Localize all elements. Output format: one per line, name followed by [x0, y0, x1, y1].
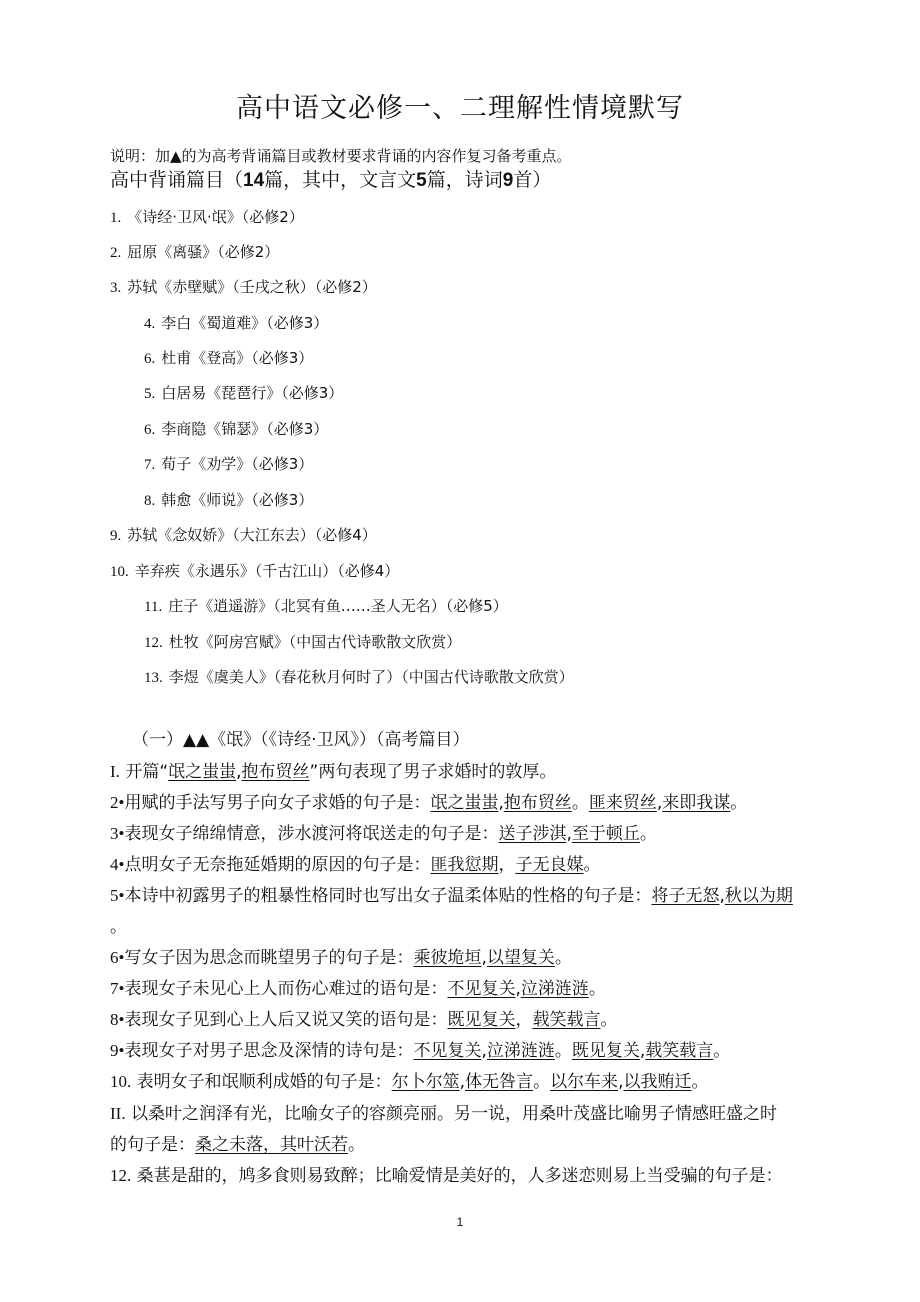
recitation-list-item	[144, 347, 313, 368]
recitation-list-item	[144, 382, 343, 403]
question-text: ,	[481, 948, 487, 968]
list-item-number: 6.	[144, 351, 156, 367]
answer-text: 不见复关	[447, 979, 516, 999]
list-item-number: 7.	[144, 457, 156, 473]
recitation-list-item	[144, 312, 328, 333]
question-line	[110, 788, 747, 813]
list-item-number: 4.	[144, 316, 156, 332]
question-line	[110, 1067, 708, 1092]
list-item-number: 5.	[144, 386, 156, 402]
question-line	[110, 1130, 365, 1155]
question-line	[110, 1099, 777, 1124]
question-text: ,	[719, 886, 725, 906]
recitation-list-item	[144, 489, 313, 510]
heading-suffix: 首）	[513, 169, 552, 191]
answer-text: 不见复关	[413, 1041, 482, 1061]
question-text: 。	[600, 1010, 618, 1030]
question-text: 。	[583, 855, 601, 875]
question-text: ,	[236, 762, 242, 782]
answer-text: 桑之未落	[195, 1135, 263, 1155]
question-text: 写女子因为思念而眺望男子的句子是：	[124, 948, 414, 968]
list-item-number: 1.	[110, 210, 122, 226]
question-text: 。	[588, 979, 606, 999]
question-text: ,	[656, 793, 663, 813]
question-number: 2•	[110, 793, 125, 812]
question-text: ,	[639, 1041, 646, 1061]
question-text: 表现女子未见心上人而伤心难过的语句是：	[124, 979, 448, 999]
heading-shici-count: 9	[502, 170, 514, 191]
question-number: II.	[110, 1104, 126, 1123]
question-text: 本诗中初露男子的粗暴性格同时也写出女子温柔体贴的性格的句子是：	[124, 886, 652, 906]
list-item-text: 庄子《逍遥游》（北冥有鱼……圣人无名）（必修5）	[168, 597, 508, 615]
answer-text: 来即我谋	[662, 793, 731, 813]
question-line	[110, 819, 657, 844]
answer-text: 将子无怒	[651, 886, 720, 906]
question-line	[110, 1036, 730, 1061]
question-text: 开篇“	[119, 762, 169, 782]
recitation-list-item	[144, 418, 328, 439]
question-text: 表现女子绵绵情意，涉水渡河将氓送走的句子是：	[124, 824, 499, 844]
question-text: 。	[639, 824, 657, 844]
heading-mid2: 篇，诗词	[426, 169, 503, 191]
recitation-list-item	[144, 595, 508, 616]
heading-count: 14	[243, 170, 265, 191]
question-text: ,	[481, 1041, 487, 1061]
question-text: ,	[459, 1072, 466, 1092]
answer-text: 至于顿丘	[571, 824, 640, 844]
list-item-number: 3.	[110, 280, 122, 296]
question-line	[110, 757, 556, 782]
list-item-text: 苏轼《念奴娇》（大江东去）（必修4）	[127, 526, 377, 544]
section-heading-recitation-list	[110, 165, 551, 192]
question-text: ”两句表现了男子求婚时的敦厚。	[309, 762, 557, 782]
list-item-text: 杜牧《阿房宫赋》（中国古代诗歌散文欣赏）	[168, 633, 462, 651]
recitation-list-item	[144, 666, 574, 687]
answer-text: 以尔车来	[550, 1072, 619, 1092]
question-number: 7•	[110, 979, 125, 998]
question-text: ，	[498, 855, 516, 875]
question-text: 表现女子对男子思念及深情的诗句是：	[124, 1041, 414, 1061]
question-number: 4•	[110, 855, 125, 874]
question-number: 9•	[110, 1041, 125, 1060]
heading-prefix: 高中背诵篇目（	[110, 169, 244, 191]
heading-wenyan-count: 5	[416, 170, 427, 191]
list-item-text: 苏轼《赤壁赋》（壬戌之秋）（必修2）	[127, 278, 377, 296]
answer-text: 既见复关	[571, 1041, 640, 1061]
answer-text: 送子涉淇	[498, 824, 567, 844]
recitation-list-item	[144, 631, 461, 652]
answer-text: 载笑载言	[532, 1010, 601, 1030]
explanation-note: 说明：加▲的为高考背诵篇目或教材要求背诵的内容作复习备考重点。	[110, 147, 572, 165]
recitation-list-item	[110, 560, 399, 581]
list-item-number: 13.	[144, 670, 163, 686]
question-line	[110, 850, 600, 875]
answer-text: 泣涕涟涟	[486, 1041, 555, 1061]
list-item-text: 李商隐《锦瑟》（必修3）	[161, 420, 329, 438]
answer-text: 泣涕涟涟	[520, 979, 589, 999]
recitation-list-item	[110, 524, 377, 545]
question-text: ,	[618, 1072, 624, 1092]
recitation-list-item	[110, 276, 377, 297]
answer-text: 以望复关	[486, 948, 555, 968]
list-item-text: 韩愈《师说》（必修3）	[161, 491, 314, 509]
question-text: 。	[730, 793, 748, 813]
answer-text: 载笑载言	[645, 1041, 714, 1061]
question-text: 。	[110, 917, 127, 937]
page-title: 高中语文必修一、二理解性情境默写	[236, 93, 684, 124]
answer-text: 以我贿迁	[623, 1072, 692, 1092]
question-text: 。	[691, 1072, 709, 1092]
list-item-number: 10.	[110, 564, 129, 580]
list-item-text: 辛弃疾《永遇乐》（千古江山）（必修4）	[134, 562, 400, 580]
question-number: 8•	[110, 1010, 125, 1029]
heading-mid1: 篇，其中，文言文	[264, 169, 417, 191]
list-item-text: 李白《蜀道难》（必修3）	[161, 314, 329, 332]
list-item-text: 白居易《琵琶行》（必修3）	[161, 384, 344, 402]
question-text: 。	[554, 948, 572, 968]
answer-text: 抱布贸丝	[241, 762, 310, 782]
question-text: 桑葚是甜的，鸠多食则易致醉；比喻爱情是美好的，人多迷恋则易上当受骗的句子是：	[131, 1166, 783, 1186]
question-text: 。	[713, 1041, 731, 1061]
question-line	[110, 912, 127, 937]
list-item-number: 2.	[110, 245, 122, 261]
question-text: 。	[533, 1072, 551, 1092]
question-number: 6•	[110, 948, 125, 967]
list-item-number: 12.	[144, 635, 163, 651]
answer-text: 氓之蚩蚩	[168, 762, 237, 782]
recitation-list-item	[110, 206, 304, 227]
answer-text: 匪我愆期	[430, 855, 499, 875]
question-number: I.	[110, 762, 120, 781]
question-text: ,	[515, 979, 521, 999]
question-line	[110, 943, 572, 968]
answer-text: 氓之蚩蚩	[430, 793, 499, 813]
question-text: 用赋的手法写男子向女子求婚的句子是：	[124, 793, 431, 813]
question-text: ,	[566, 824, 572, 844]
question-number: 5•	[110, 886, 125, 905]
list-item-text: 荀子《劝学》（必修3）	[161, 455, 314, 473]
question-text: ，	[515, 1010, 533, 1030]
answer-text: 尔卜尔筮	[391, 1072, 460, 1092]
section-title-mang: （一）▲▲《氓》（《诗经·卫风》）（高考篇目）	[132, 730, 470, 750]
question-number: 12.	[110, 1166, 132, 1185]
question-text: 。	[571, 793, 589, 813]
question-text: 表明女子和氓顺利成婚的句子是：	[131, 1072, 392, 1092]
question-text: 。	[348, 1135, 365, 1155]
recitation-list-item	[144, 453, 313, 474]
answer-text: 子无良媒	[515, 855, 584, 875]
list-item-text: 李煜《虞美人》（春花秋月何时了）（中国古代诗歌散文欣赏）	[168, 668, 574, 686]
list-item-number: 9.	[110, 528, 122, 544]
question-line	[110, 1161, 783, 1186]
question-text: 的句子是：	[110, 1135, 195, 1155]
answer-text: 秋以为期	[724, 886, 793, 906]
question-line	[110, 1005, 617, 1030]
list-item-number: 11.	[144, 599, 163, 615]
list-item-text: 杜甫《登高》（必修3）	[161, 349, 314, 367]
question-number: 3•	[110, 824, 125, 843]
answer-text: 乘彼垝垣	[413, 948, 482, 968]
answer-text: 既见复关	[447, 1010, 516, 1030]
recitation-list-item	[110, 241, 279, 262]
question-text: 。	[554, 1041, 572, 1061]
list-item-text: 屈原《离骚》（必修2）	[127, 243, 280, 261]
answer-text: 体无咎言	[465, 1072, 534, 1092]
question-text: 表现女子见到心上人后又说又笑的语句是：	[124, 1010, 448, 1030]
page-number: 1	[456, 1215, 464, 1229]
list-item-number: 6.	[144, 422, 156, 438]
question-line	[110, 881, 793, 906]
question-text: 以桑叶之润泽有光，比喻女子的容颜亮丽。另一说，用桑叶茂盛比喻男子情感旺盛之时	[125, 1104, 777, 1124]
answer-text: ，其叶沃若	[263, 1135, 348, 1155]
answer-text: 匪来贸丝	[588, 793, 657, 813]
list-item-number: 8.	[144, 493, 156, 509]
answer-text: 抱布贸丝	[503, 793, 572, 813]
question-number: 10.	[110, 1072, 132, 1091]
list-item-text: 《诗经·卫风·氓》（必修2）	[127, 208, 304, 226]
question-line	[110, 974, 606, 999]
question-text: 点明女子无奈拖延婚期的原因的句子是：	[124, 855, 431, 875]
question-text: ,	[498, 793, 504, 813]
